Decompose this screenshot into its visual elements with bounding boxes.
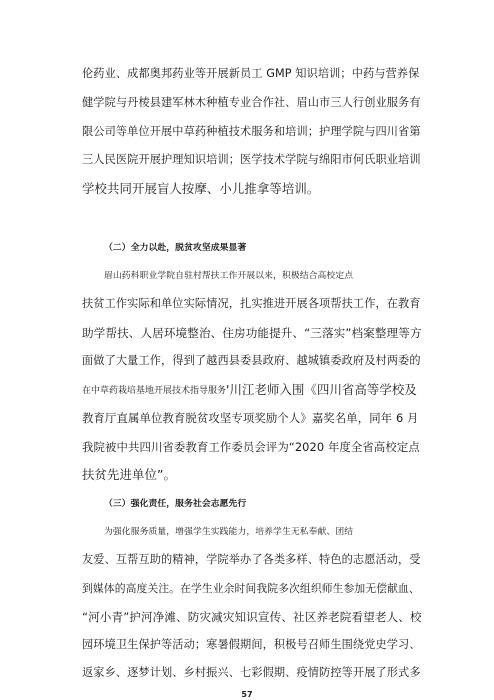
text-line: “河小青”护河净滩、防灾减灾知识宣传、社区养老院看望老人、校 (82, 610, 422, 624)
text-line: 健学院与丹棱县建军林木种植专业合作社、眉山市三人行创业服务有 (82, 96, 421, 109)
text-line: 到媒体的高度关注。在学生业余时间我院多次组织师生参加无偿献血、 (82, 582, 420, 595)
text-fragment: '川江老师入围《四川省高等学校及 (226, 382, 417, 397)
text-line: 园环境卫生保护等活动；寒暑假期间，积极号召师生围绕党史学习、 (82, 638, 421, 651)
page-number: 57 (241, 690, 253, 699)
text-line: 学校共同开展盲人按摩、小儿推拿等培训。 (82, 181, 320, 196)
text-line: 限公司等单位开展中草药种植技术服务和培训；护理学院与四川省第 (82, 125, 421, 138)
text-line: 扶贫先进单位”。 (82, 467, 176, 482)
text-line: 我院被中共四川省委教育工作委员会评为“2020 年度全省高校定点 (82, 440, 420, 454)
text-line: 眉山药科职业学院自驻村帮扶工作开展以来，积极结合高校定点 (104, 271, 354, 281)
text-line: 友爱、互帮互助的精神，学院举办了各类多样、特色的志愿活动，受 (82, 553, 421, 566)
text-line: 扶贫工作实际和单位实际情况，扎实推进开展各项帮扶工作，在教育 (82, 297, 421, 310)
text-line: 面做了大量工作，得到了越西县委县政府、越城镇委政府及村两委的 (82, 354, 421, 367)
text-line: 助学帮扶、人居环境整治、住房功能提升、“三落实”档案整理等方 (82, 326, 422, 340)
text-line: 三人民医院开展护理知识培训；医学技术学院与绵阳市何氏职业培训 (82, 153, 421, 166)
text-line (82, 382, 422, 399)
section-heading: （三）强化责任，服务社会志愿先行 (104, 499, 247, 509)
section-heading: （二）全力以赴，脱贫攻坚成果显著 (104, 243, 247, 253)
text-line: 返家乡、逐梦计划、乡村振兴、七彩假期、疫情防控等开展了形式多 (82, 666, 421, 679)
photo-caption-text: 在中草药栽培基地开展技术指导服务 (82, 386, 227, 396)
text-line: 伦药业、成都奥邦药业等开展新员工 GMP 知识培训；中药与营养保 (82, 67, 420, 80)
text-line: 教育厅直属单位教育脱贫攻坚专项奖励个人》嘉奖名单，同年 6 月 (82, 411, 419, 425)
text-line: 为强化服务质量，增强学生实践能力，培养学生无私奉献、团结 (104, 527, 354, 537)
